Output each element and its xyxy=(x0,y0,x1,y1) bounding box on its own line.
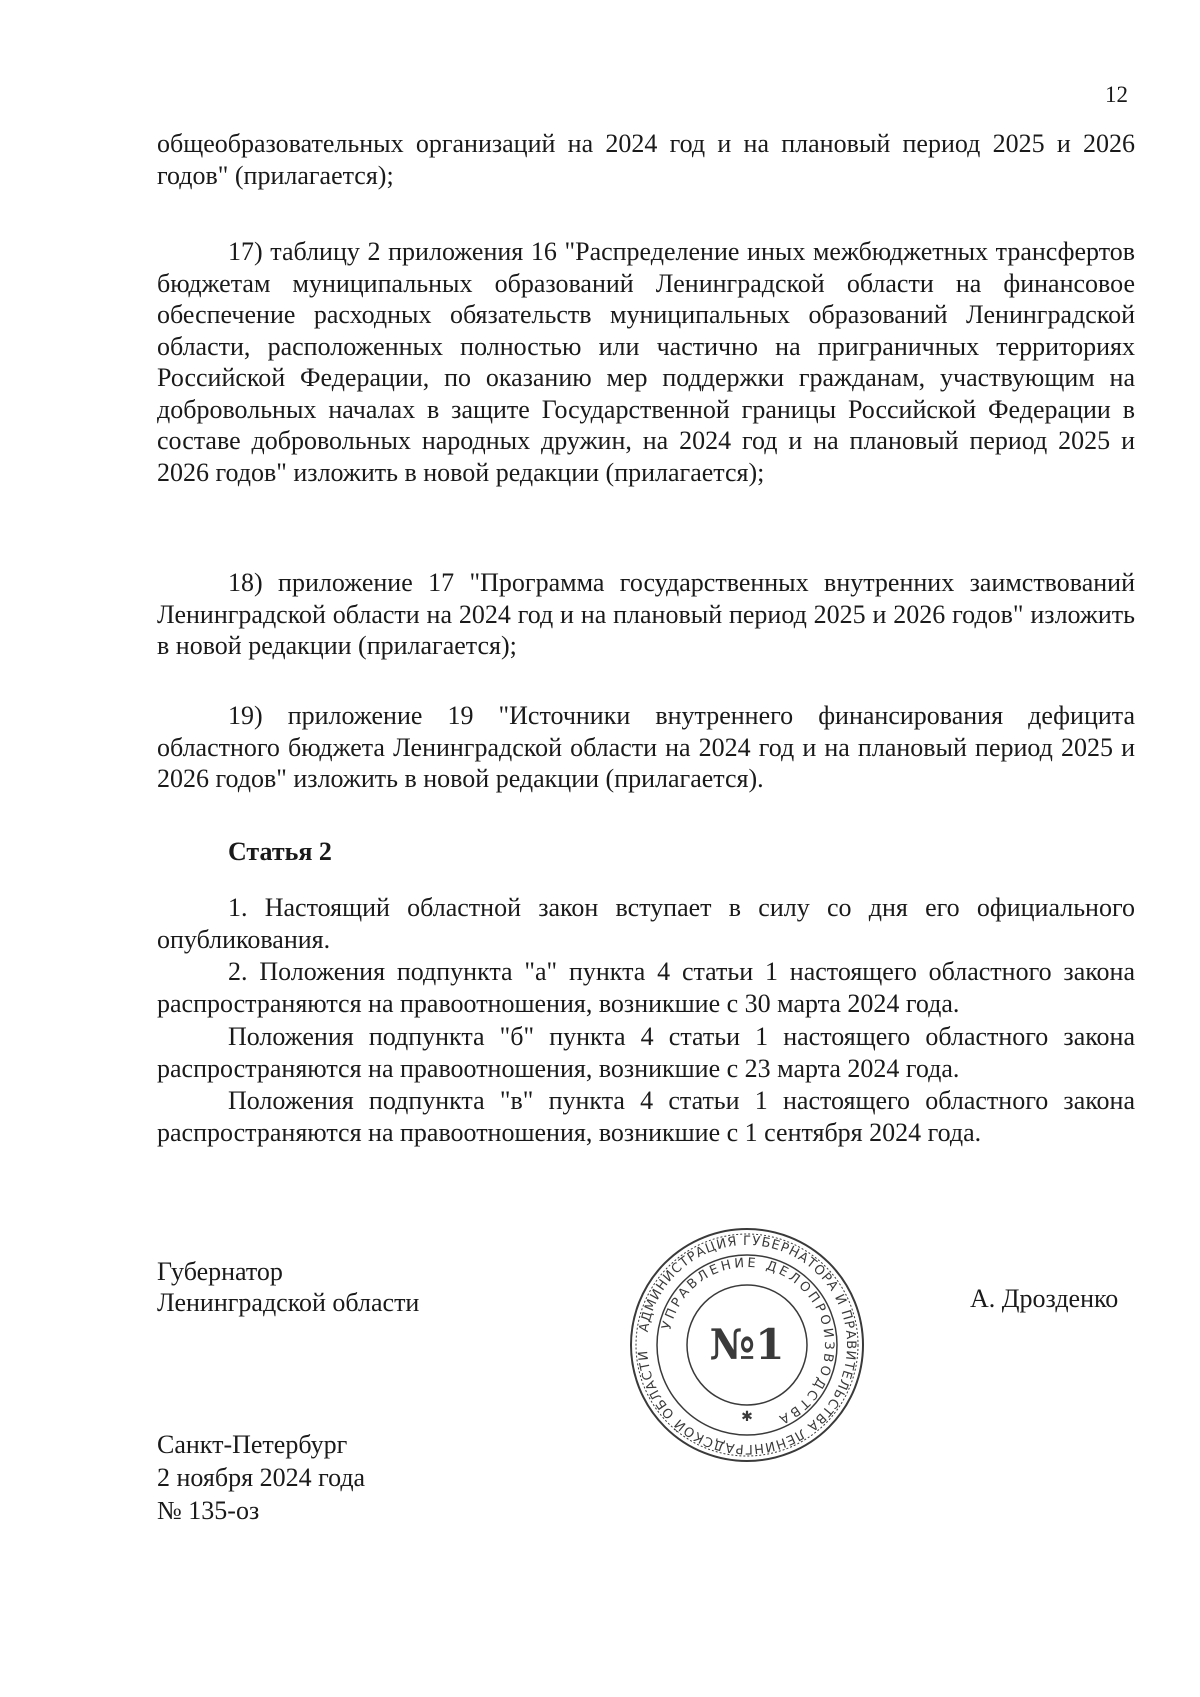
seal-star-icon: ✱ xyxy=(741,1409,753,1425)
official-seal xyxy=(627,1225,867,1465)
item-17-paragraph: 17) таблицу 2 приложения 16 "Распределение иных межбюджетных трансфертов бюджетам муниципальных образований Ленинградской области на финансовое обеспечение расходных обязательств муниципальных образований Ленинградской области, расположенных полностью или частично на приграничных территориях Российской Федерации, по оказанию мер поддержки гражданам, участвующим на добровольных началах в защите Государственной границы Российской Федерации в составе добровольных народных дружин, на 2024 год и на плановый период 2025 и 2026 годов" изложить в новой редакции (прилагается); xyxy=(157,237,1135,487)
seal-center-text: №1 xyxy=(709,1320,785,1369)
intro-paragraph: общеобразовательных организаций на 2024 год и на плановый период 2025 и 2026 годов" (прилагается); xyxy=(157,129,1135,190)
law-number: № 135-оз xyxy=(157,1496,260,1525)
city: Санкт-Петербург xyxy=(157,1430,348,1459)
item-19-paragraph: 19) приложение 19 "Источники внутреннего финансирования дефицита областного бюджета Ленинградской области на 2024 год и на плановый период 2025 и 2026 годов" изложить в новой редакции (прилагается). xyxy=(157,701,1135,793)
article-paragraph-4: Положения подпункта "в" пункта 4 статьи 1 настоящего областного закона распространяются на правоотношения, возникшие с 1 сентября 2024 года. xyxy=(157,1086,1135,1147)
seal-ring-text: АДМИНИСТРАЦИЯ ГУБЕРНАТОРА И ПРАВИТЕЛЬСТВА ЛЕНИНГРАДСКОЙ ОБЛАСТИ xyxy=(636,1233,859,1457)
signatory-title-line-2: Ленинградской области xyxy=(157,1288,420,1317)
article-paragraph-2: 2. Положения подпункта "а" пункта 4 статьи 1 настоящего областного закона распространяются на правоотношения, возникшие с 30 марта 2024 года. xyxy=(157,957,1135,1018)
place-and-date xyxy=(157,1428,365,1527)
page-number: 12 xyxy=(1105,82,1128,107)
article-paragraph-3: Положения подпункта "б" пункта 4 статьи 1 настоящего областного закона распространяются на правоотношения, возникшие с 23 марта 2024 года. xyxy=(157,1022,1135,1083)
item-18-paragraph: 18) приложение 17 "Программа государственных внутренних заимствований Ленинградской области на 2024 год и на плановый период 2025 и 2026 годов" изложить в новой редакции (прилагается); xyxy=(157,568,1135,660)
seal-inner-ring-text: УПРАВЛЕНИЕ ДЕЛОПРОИЗВОДСТВА xyxy=(659,1255,837,1428)
signatory-name: А. Дрозденко xyxy=(970,1284,1119,1313)
signatory-title-line-1: Губернатор xyxy=(157,1257,283,1286)
signatory-title xyxy=(157,1256,419,1318)
date: 2 ноября 2024 года xyxy=(157,1463,366,1492)
article-paragraph-1: 1. Настоящий областной закон вступает в силу со дня его официального опубликования. xyxy=(157,893,1135,954)
article-heading: Статья 2 xyxy=(228,837,332,866)
